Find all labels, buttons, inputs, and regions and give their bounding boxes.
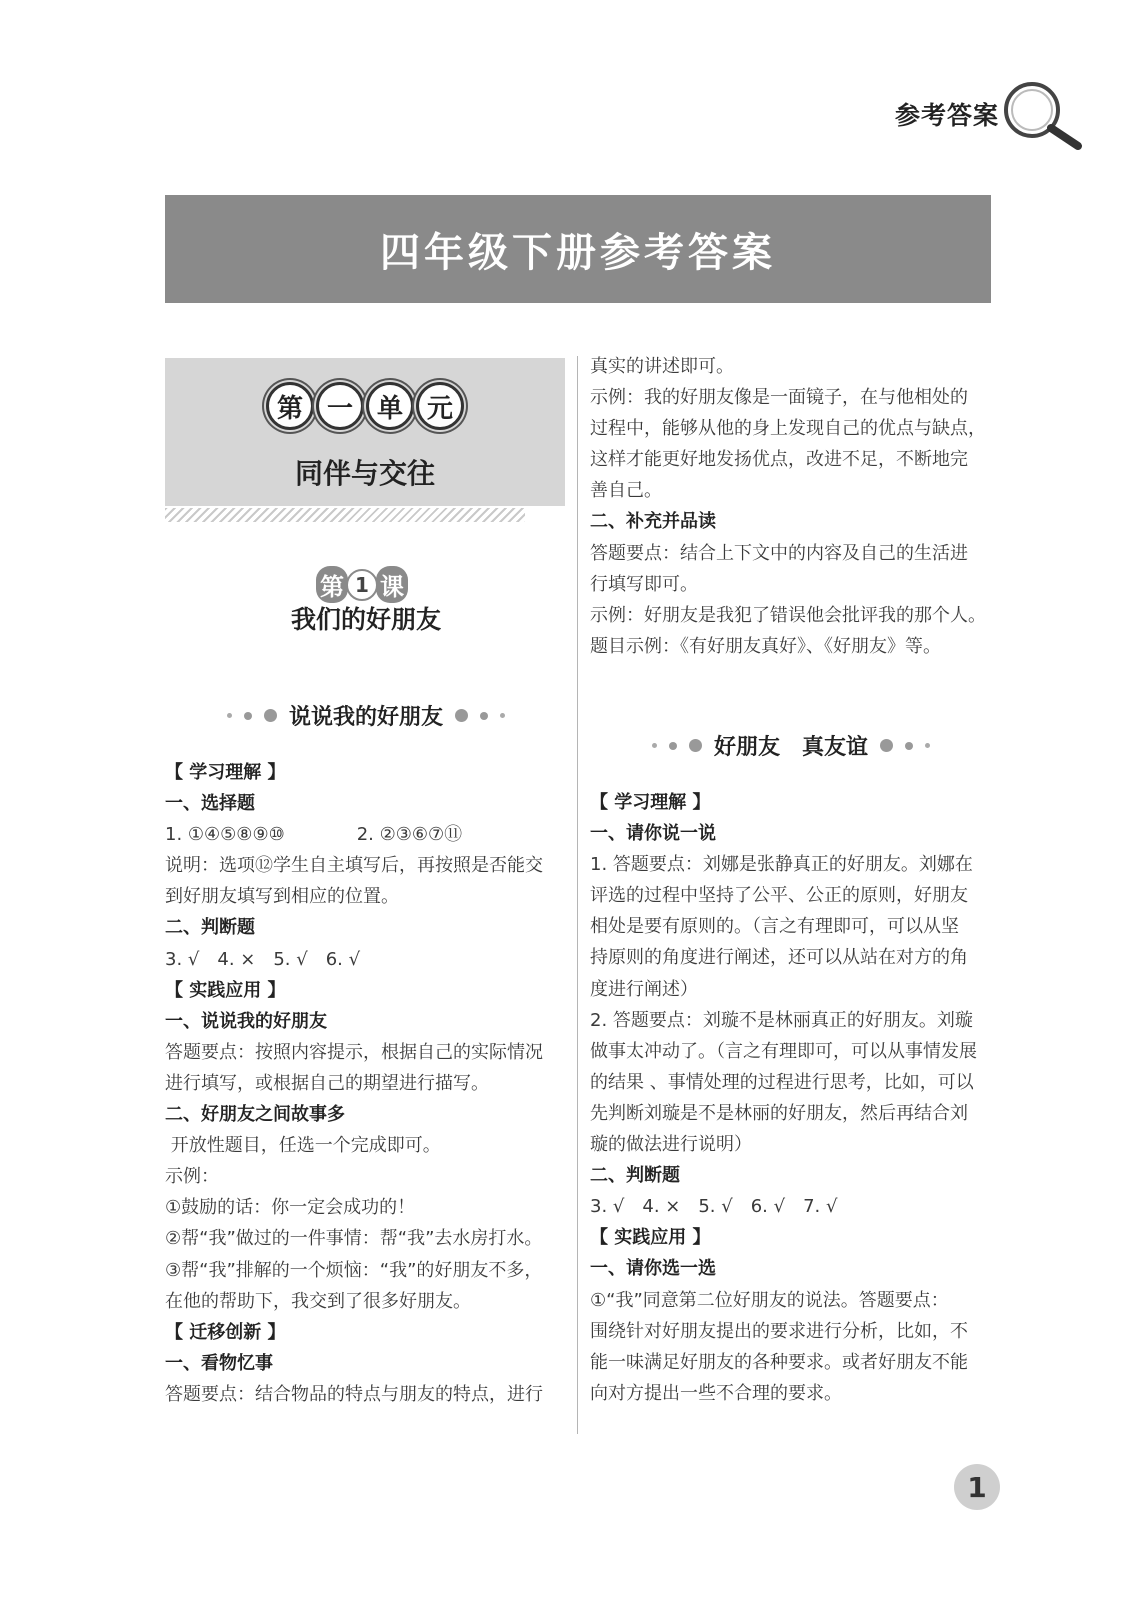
unit-char: 第 [266, 382, 314, 430]
lesson-number: 1 [346, 569, 378, 601]
right-section-title-text: 好朋友 真友谊 [713, 735, 868, 760]
text-line: 一、看物忆事 [165, 1352, 273, 1374]
header-label: 参考答案 [895, 101, 1000, 130]
text-line: 2. 答题要点：刘璇不是林丽真正的好朋友。刘璇 [590, 1009, 973, 1031]
text-line: 一、选择题 [165, 793, 255, 815]
right-section-title [590, 730, 992, 761]
page-title: 四年级下册参考答案 [380, 229, 776, 276]
text-line: 持原则的角度进行阐述，还可以从站在对方的角 [590, 947, 968, 969]
text-line: 题目示例：《有好朋友真好》、《好朋友》等。 [590, 635, 941, 657]
text-line: 进行填写，或根据自己的期望进行描写。 [165, 1072, 489, 1094]
page-number: 1 [954, 1464, 1000, 1510]
text-line: 3. √ 4. × 5. √ 6. √ [165, 948, 361, 970]
text-line: 示例： [165, 1166, 219, 1188]
magnifier-icon [996, 80, 1086, 152]
text-line: 【 实践应用 】 [590, 1227, 711, 1249]
column-divider [577, 356, 578, 1434]
left-section-title-text: 说说我的好朋友 [288, 705, 443, 730]
text-line: 【 学习理解 】 [590, 792, 711, 813]
text-line: 行填写即可。 [590, 573, 698, 595]
text-line: 答题要点：按照内容提示，根据自己的实际情况 [165, 1041, 543, 1063]
text-line: ③帮“我”排解的一个烦恼：“我”的好朋友不多， [165, 1259, 543, 1281]
lesson-suffix: 课 [376, 566, 408, 603]
text-line: 向对方提出一些不合理的要求。 [590, 1382, 842, 1404]
title-banner [165, 195, 991, 303]
text-line: 度进行阐述） [590, 978, 698, 1000]
text-line: 二、判断题 [590, 1165, 680, 1187]
right-top-text [590, 351, 986, 662]
text-line: 二、判断题 [165, 917, 255, 939]
text-line: 【 实践应用 】 [165, 979, 286, 1001]
text-line: 做事太冲动了。（言之有理即可，可以从事情发展 [590, 1040, 977, 1062]
text-line: 先判断刘璇是不是林丽的好朋友，然后再结合刘 [590, 1102, 968, 1124]
text-line: 相处是要有原则的。（言之有理即可，可以从坚 [590, 916, 959, 938]
text-line: 真实的讲述即可。 [590, 356, 734, 377]
text-line: 示例：我的好朋友像是一面镜子，在与他相处的 [590, 387, 968, 409]
text-line: 说明：选项⑫学生自主填写后，再按照是否能交 [165, 855, 543, 877]
left-section-title [165, 700, 567, 731]
text-line: 过程中，能够从他的身上发现自己的优点与缺点， [590, 418, 986, 440]
text-line: ①鼓励的话：你一定会成功的！ [165, 1197, 416, 1219]
unit-subtitle: 同伴与交往 [294, 457, 435, 490]
text-line: 在他的帮助下，我交到了很多好朋友。 [165, 1290, 471, 1312]
text-line: 围绕针对好朋友提出的要求进行分析，比如，不 [590, 1320, 968, 1342]
text-line: 一、请你说一说 [590, 823, 716, 845]
text-line: 善自己。 [590, 480, 662, 502]
text-line: 一、请你选一选 [590, 1258, 716, 1280]
text-line: 评选的过程中坚持了公平、公正的原则，好朋友 [590, 885, 968, 907]
text-line: 【 学习理解 】 [165, 762, 286, 783]
text-line: 璇的做法进行说明） [590, 1134, 752, 1156]
hatch-divider [165, 508, 525, 522]
text-line: 答题要点：结合物品的特点与朋友的特点，进行 [165, 1383, 543, 1405]
lesson-title: 我们的好朋友 [290, 605, 441, 634]
unit-char: 一 [316, 382, 364, 430]
text-line: 示例：好朋友是我犯了错误他会批评我的那个人。 [590, 604, 986, 626]
text-line: 能一味满足好朋友的各种要求。或者好朋友不能 [590, 1351, 968, 1373]
text-line: 3. √ 4. × 5. √ 6. √ 7. √ [590, 1196, 838, 1218]
text-line: 这样才能更好地发扬优点，改进不足，不断地完 [590, 449, 968, 471]
unit-char: 元 [416, 382, 464, 430]
text-line: 1. 答题要点：刘娜是张静真正的好朋友。刘娜在 [590, 854, 973, 876]
lesson-prefix: 第 [316, 566, 348, 603]
text-line: 二、补充并品读 [590, 511, 716, 533]
lesson-badge [316, 566, 408, 603]
text-line: 一、说说我的好朋友 [165, 1010, 327, 1032]
unit-heading [165, 382, 565, 430]
unit-char: 单 [366, 382, 414, 430]
text-line: 开放性题目，任选一个完成即可。 [165, 1135, 441, 1157]
text-line: 【 迁移创新 】 [165, 1321, 286, 1343]
text-line: ②帮“我”做过的一件事情：帮“我”去水房打水。 [165, 1228, 543, 1250]
text-line: 到好朋友填写到相应的位置。 [165, 886, 399, 908]
text-line: 答题要点：结合上下文中的内容及自己的生活进 [590, 542, 968, 564]
text-line: 的结果 、事情处理的过程进行思考，比如，可以 [590, 1071, 974, 1093]
text-line: 1. ①④⑤⑧⑨⑩ 2. ②③⑥⑦⑪ [165, 824, 463, 846]
right-body-text [590, 787, 977, 1409]
left-body-text [165, 757, 543, 1410]
unit-box [165, 358, 565, 506]
text-line: ①“我”同意第二位好朋友的说法。答题要点： [590, 1289, 949, 1311]
text-line: 二、好朋友之间故事多 [165, 1104, 345, 1126]
